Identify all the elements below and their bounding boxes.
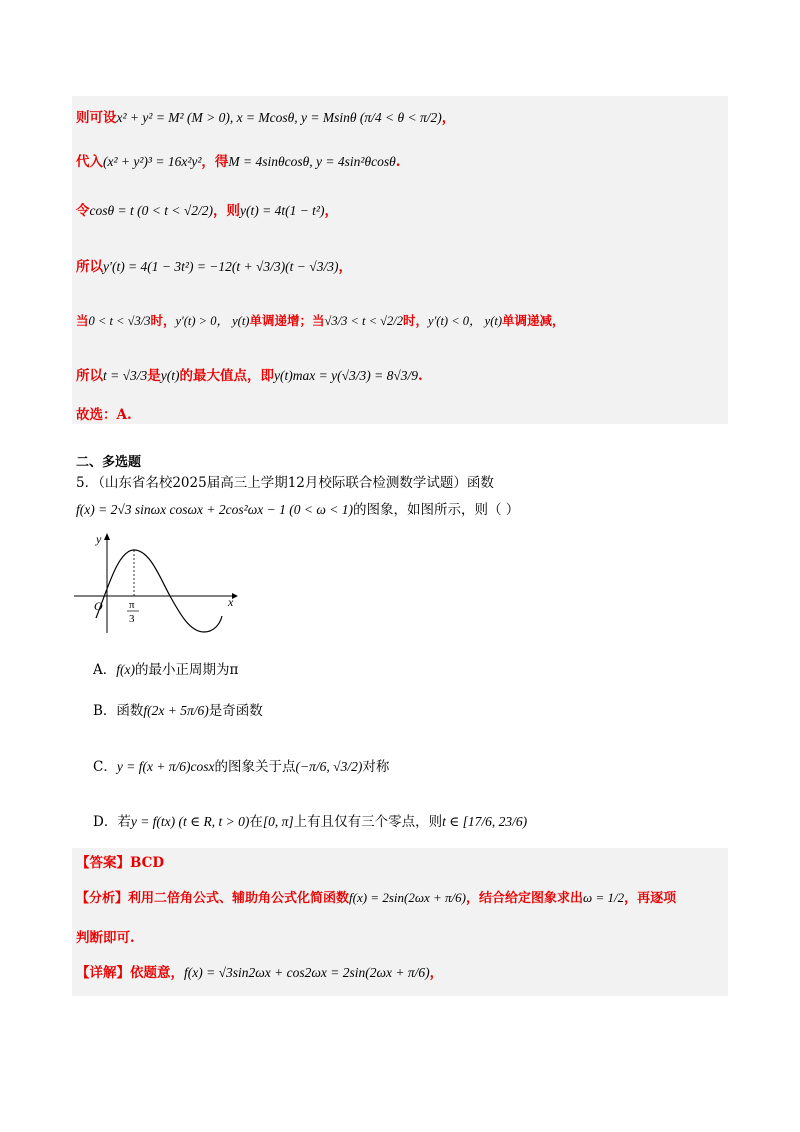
solution-line-5 — [76, 310, 565, 332]
solution-label: 所以 — [76, 259, 103, 275]
question-header — [76, 472, 494, 494]
question-number: 5． — [76, 475, 99, 491]
question-formula-line — [76, 499, 519, 521]
question-tail: 的图象，如图所示，则（ ） — [352, 502, 520, 518]
option-math: y = f(x + π/6)cosx — [116, 759, 215, 774]
solution-label: 所以 — [76, 368, 103, 384]
answer-label: 【答案】BCD — [76, 855, 165, 871]
solution-end: ， — [338, 259, 352, 275]
solution-mid: 时， — [150, 313, 176, 328]
solution-math: y′(t) > 0， y(t) — [175, 314, 250, 328]
solution-math: cosθ = t (0 < t < √2/2) — [89, 203, 213, 218]
analysis-continuation: 判断即可. — [76, 930, 135, 946]
analysis-label: 【分析】利用二倍角公式、辅助角公式化简函数 — [76, 891, 350, 906]
detail-math: f(x) = √3sin2ωx + cos2ωx = 2sin(2ωx + π/6) — [184, 965, 430, 980]
solution-mid: 的最大值点，即 — [179, 368, 275, 384]
question-formula: f(x) = 2√3 sinωx cosωx + 2cos²ωx − 1 (0 < ω < 1) — [76, 502, 353, 517]
sine-graph — [72, 528, 242, 638]
y-axis-label: y — [96, 532, 102, 546]
detail-end: ， — [429, 965, 444, 981]
solution-math: y(t) — [160, 368, 180, 383]
section-title: 二、多选题 — [76, 455, 142, 470]
solution-math: (x² + y²)³ = 16x²y² — [103, 154, 202, 169]
solution-end: . — [418, 368, 423, 384]
solution-line-7 — [76, 404, 132, 426]
option-math: t ∈ [17/6, 23/6) — [442, 814, 528, 829]
option-c — [93, 756, 389, 778]
option-text: 若 — [117, 814, 131, 830]
solution-math: t = √3/3 — [103, 368, 148, 383]
origin-label: O — [94, 599, 103, 613]
x-axis-label: x — [228, 595, 234, 609]
option-letter: C． — [93, 759, 117, 775]
solution-math: y′(t) = 4(1 − 3t²) = −12(t + √3/3)(t − √3/3) — [103, 259, 339, 274]
solution-label: 则可设 — [76, 110, 117, 126]
question-source: （山东省名校2025届高三上学期12月校际联合检测数学试题）函数 — [98, 475, 494, 491]
option-math: (−π/6, √3/2) — [295, 759, 363, 774]
analysis-math: f(x) = 2sin(2ωx + π/6) — [349, 890, 467, 905]
solution-line-3 — [76, 200, 338, 222]
solution-mid: 时， — [403, 313, 429, 328]
solution-math: y(t) = 4t(1 − t²) — [239, 203, 325, 218]
solution-end: 单调递减， — [502, 313, 565, 328]
solution-mid: ，得 — [201, 154, 229, 170]
solution-math: x² + y² = M² (M > 0), x = Mcosθ, y = Msinθ (π/4 < θ < π/2) — [116, 110, 442, 125]
option-text: 上有且仅有三个零点，则 — [293, 814, 443, 830]
solution-math: y(t)max = y(√3/3) = 8√3/9 — [274, 368, 419, 383]
option-text: 在 — [249, 814, 263, 830]
tick-denominator: 3 — [129, 613, 135, 625]
solution-line-4 — [76, 256, 352, 278]
analysis-line-1 — [76, 887, 676, 910]
analysis-mid: ，结合给定图象求出 — [466, 891, 584, 906]
option-text: 是奇函数 — [208, 703, 263, 719]
solution-math: √3/3 < t < √2/2 — [324, 314, 403, 328]
option-letter: A． — [93, 662, 117, 678]
solution-conclusion: 故选：A. — [76, 407, 132, 423]
option-text: 函数 — [116, 703, 144, 719]
option-letter: D． — [93, 814, 118, 830]
y-axis-arrow — [104, 533, 110, 540]
analysis-math: ω = 1/2 — [583, 890, 625, 905]
solution-line-1 — [76, 107, 455, 129]
solution-label: 令 — [76, 203, 90, 219]
detail-line — [76, 962, 443, 984]
option-math: f(2x + 5π/6) — [143, 703, 209, 718]
solution-end: . — [395, 154, 401, 170]
solution-math: y′(t) < 0， y(t) — [428, 314, 503, 328]
option-text: 对称 — [362, 759, 390, 775]
option-math: [0, π] — [262, 814, 294, 829]
analysis-line-2 — [76, 927, 135, 949]
option-text: 的最小正周期为π — [134, 662, 239, 678]
option-a — [93, 659, 238, 681]
solution-mid: ，则 — [212, 203, 240, 219]
solution-line-6 — [76, 365, 423, 387]
solution-end: ， — [441, 110, 456, 126]
tick-numerator: π — [129, 599, 135, 611]
solution-end: ， — [324, 203, 338, 219]
detail-label: 【详解】依题意， — [76, 965, 184, 981]
option-b — [93, 700, 263, 722]
option-d — [93, 811, 527, 833]
solution-mid: 是 — [147, 368, 161, 384]
option-letter: B． — [93, 703, 117, 719]
solution-line-2 — [76, 151, 400, 173]
solution-mid: 单调递增；当 — [249, 313, 325, 328]
option-math: f(x) — [116, 662, 135, 677]
solution-label: 当 — [76, 313, 89, 328]
analysis-end: ，再逐项 — [624, 891, 677, 906]
sine-curve — [96, 550, 222, 632]
option-text: 的图象关于点 — [214, 759, 296, 775]
option-math: y = f(tx) (t ∈ R, t > 0) — [130, 814, 250, 829]
solution-label: 代入 — [76, 154, 103, 170]
solution-math: M = 4sinθcosθ, y = 4sin²θcosθ — [228, 154, 396, 169]
solution-math: 0 < t < √3/3 — [88, 314, 151, 328]
answer-line — [76, 852, 164, 874]
